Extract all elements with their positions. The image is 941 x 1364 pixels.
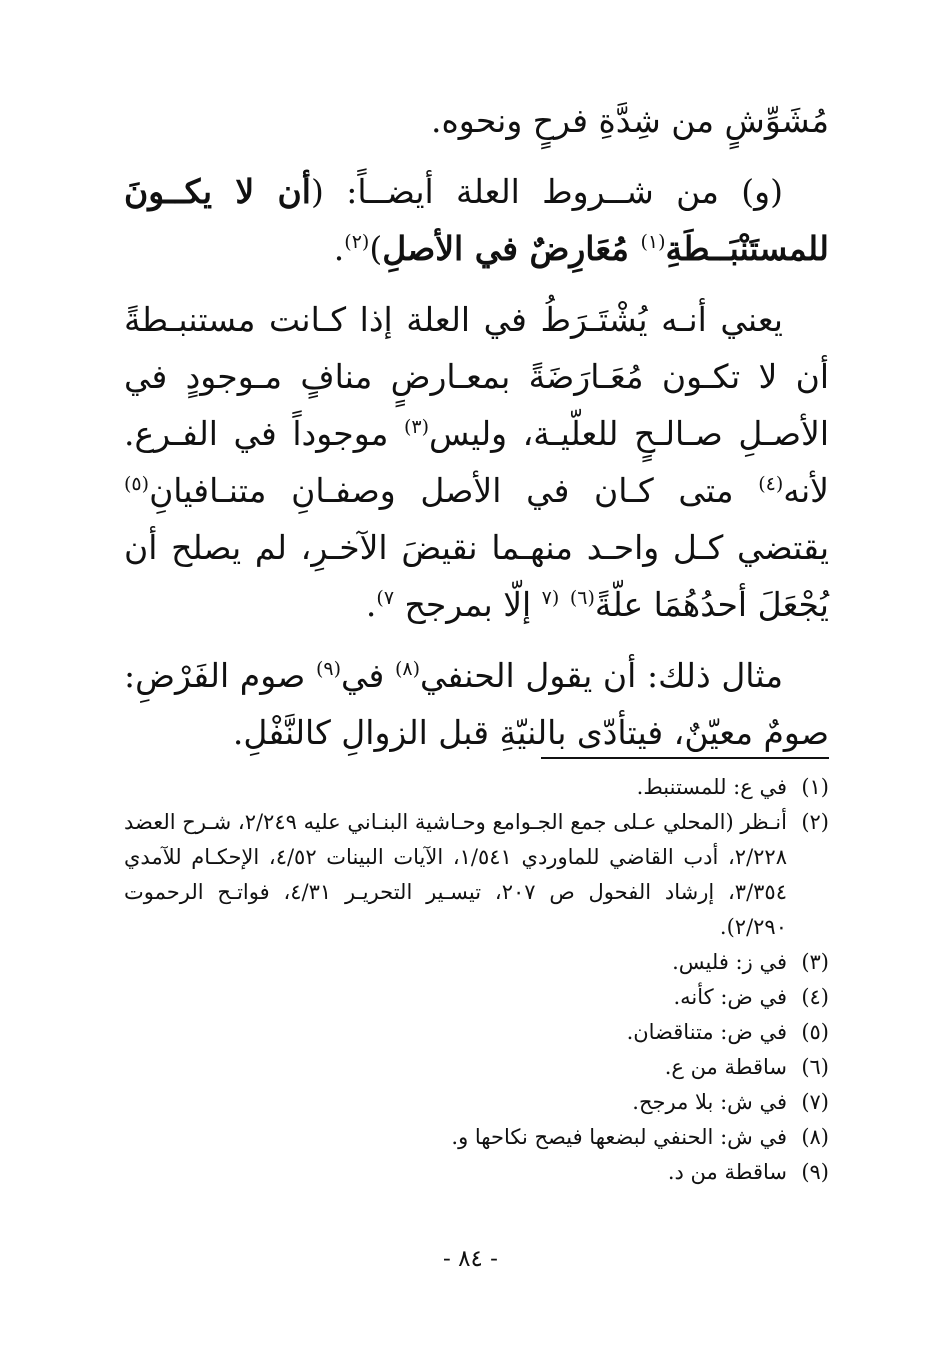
paragraph-4-text-c: صوم الفَرْضِ: صومٌ معيّنٌ، فيتأدّى بالنيّةِ قبل الزوالِ كالنَّفْلِ.: [124, 656, 829, 752]
footnote-6: [124, 1050, 829, 1085]
footnote-number: (٢): [801, 810, 829, 834]
footnote-ref-4: (٤): [758, 473, 784, 495]
footnote-ref-2: (٢): [344, 231, 370, 253]
footnote-number: (٩): [801, 1160, 829, 1184]
footnote-number: (٥): [801, 1020, 829, 1044]
paragraph-2-bold-condition: أن لا يكــونَ للمستَنْبَــطَةِ: [124, 172, 829, 268]
paragraph-2-close-paren: ): [369, 229, 383, 268]
footnote-text: في ض: متناقضان.: [626, 1020, 787, 1044]
footnote-2: [124, 805, 829, 945]
footnote-text: في ع: للمستنبط.: [636, 775, 787, 799]
footnote-divider: [541, 757, 829, 759]
footnote-ref-9: (٩): [315, 658, 342, 680]
paragraph-4-text-b: في: [341, 656, 395, 695]
footnote-text: في ش: الحنفي لبضعها فيصح نكاحها و.: [451, 1125, 787, 1149]
paragraph-3-text-d: يقتضي كـل واحـد منهـما نقيضَ الآخـرِ، لم يصلح أن يُجْعَلَ أحدُهُمَا علّةً: [124, 528, 829, 624]
footnote-number: (٤): [801, 985, 829, 1009]
paragraph-3: [124, 291, 829, 633]
footnote-7: [124, 1085, 829, 1120]
footnotes: [124, 770, 829, 1190]
paragraph-4: [124, 647, 829, 761]
paragraph-3-text-b: موجوداً في الفـرع. لأنه: [124, 414, 829, 510]
footnote-number: (٧): [801, 1090, 829, 1114]
paragraph-2-end: .: [333, 229, 345, 268]
footnote-ref-6: (٦): [569, 587, 595, 609]
footnote-number: (٣): [801, 950, 829, 974]
paragraph-4-text-a: مثال ذلك: أن يقول الحنفي: [420, 656, 783, 695]
paragraph-3-text-a: يعني أنـه يُشْتَـرَطُ في العلة إذا كـانت مستنبـطةً أن لا تكـون مُعَـارَضَةً بمعـارضٍ منافٍ مـوجودٍ في الأصـلِ صـالـحٍ للعلّيـة، وليس: [124, 300, 829, 453]
paragraph-1: [124, 92, 829, 149]
footnote-3: [124, 945, 829, 980]
paragraph-1-text: مُشَوِّشٍ من شِدَّةِ فرحٍ ونحوه.: [431, 101, 829, 140]
paragraph-3-text-e: إلّا بمرجح: [404, 585, 542, 624]
footnote-text: في ض: كأنه.: [673, 985, 787, 1009]
paragraph-2-bold-continuation: مُعَارِضٌ في الأصلِ: [382, 229, 641, 268]
footnote-text: ساقطة من د.: [667, 1160, 787, 1184]
footnote-text: أنـظر (المحلي عـلى جمع الجـوامع وحـاشية البنـاني عليه ٢/٢٤٩، شـرح العضد ٢/٢٢٨، أدب القاضي للماوردي ١/٥٤١، الآيات البينات ٤/٥٢، الإحكـام للآمدي ٣/٣٥٤، إرشاد الفحول ص ٢٠٧، تيسـير التحريـر ٤/٣١، فواتـح الرحموت ٢/٢٩٠).: [124, 810, 787, 939]
page-number: - ٨٤ -: [443, 1246, 498, 1272]
main-text: [124, 92, 829, 775]
footnote-ref-7-close: ٧): [376, 587, 395, 609]
footnote-text: في ز: فليس.: [672, 950, 787, 974]
footnote-number: (٦): [801, 1055, 829, 1079]
footnote-1: [124, 770, 829, 805]
footnote-4: [124, 980, 829, 1015]
footnote-8: [124, 1120, 829, 1155]
footnote-ref-1: (١): [640, 231, 666, 253]
footnote-ref-7-open: (٧: [541, 587, 560, 609]
footnote-ref-8: (٨): [394, 658, 421, 680]
footnote-number: (٨): [801, 1125, 829, 1149]
paragraph-2: [124, 163, 829, 277]
footnote-ref-5: (٥): [124, 473, 150, 495]
paragraph-3-text-c: متى كـان في الأصل وصفـانِ متنـافيانِ: [149, 471, 759, 510]
footnote-5: [124, 1015, 829, 1050]
footnote-ref-3: (٣): [403, 416, 430, 438]
footnote-number: (١): [801, 775, 829, 799]
footnote-text: في ش: بلا مرجح.: [632, 1090, 787, 1114]
footnote-9: [124, 1155, 829, 1190]
paragraph-3-end: .: [365, 585, 377, 624]
paragraph-2-intro: (و) من شــروط العلة أيضــاً: (: [310, 172, 783, 211]
footnote-text: ساقطة من ع.: [664, 1055, 787, 1079]
